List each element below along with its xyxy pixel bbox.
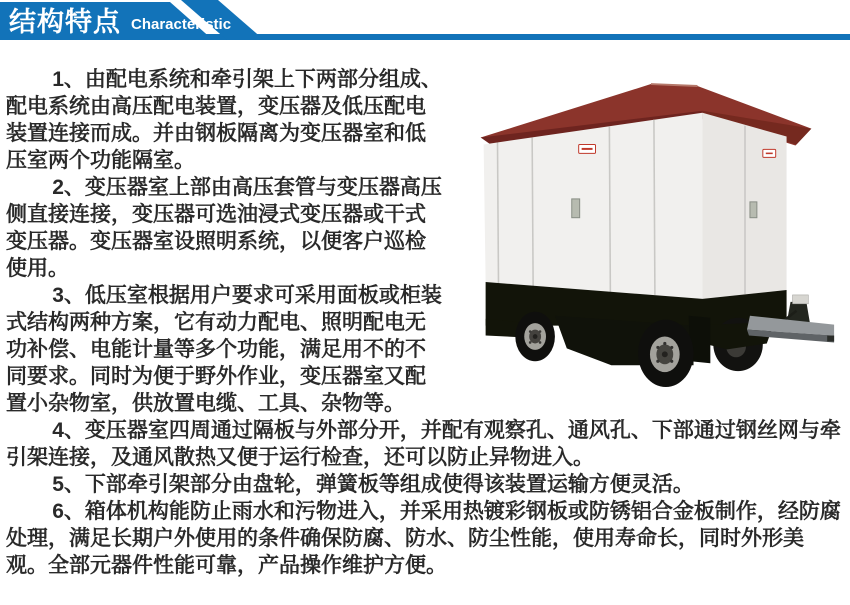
feature-paragraph-4: 4、变压器室四周通过隔板与外部分开，并配有观察孔、通风孔、下部通过钢丝网与牵引架连接，及通风散热又便于运行检查，还可以防止异物进入。 bbox=[6, 419, 841, 469]
feature-paragraph-5: 5、下部牵引架部分由盘轮，弹簧板等组成使得该装置运输方便灵活。 bbox=[52, 473, 694, 496]
hitch-coupler bbox=[827, 336, 834, 342]
center-wheel bbox=[638, 320, 693, 387]
left-wheel bbox=[515, 312, 555, 362]
door-handle bbox=[572, 199, 580, 218]
feature-description bbox=[0, 42, 850, 579]
product-photo bbox=[448, 66, 844, 411]
feature-paragraph-1: 1、由配电系统和牵引架上下两部分组成、配电系统由高压配电装置，变压器及低压配电装置连接而成。并由钢板隔离为变压器室和低压室两个功能隔室。 bbox=[6, 68, 442, 172]
hitch-jack-cap bbox=[793, 295, 809, 304]
cabinet-front-face bbox=[484, 113, 703, 299]
page-subtitle: Characteristic bbox=[131, 16, 232, 33]
feature-paragraph-3: 3、低压室根据用户要求可采用面板或柜装式结构两种方案，它有动力配电、照明配电无功补偿、电能计量等多个功能，满足用不的不同要求。同时为便于野外作业，变压器室又配置小杂物室，供放置电缆、工具、杂物等。 bbox=[6, 284, 442, 415]
section-banner bbox=[0, 0, 850, 42]
page-title: 结构特点 bbox=[9, 7, 121, 37]
transformer-trailer-illustration bbox=[448, 66, 844, 411]
door-handle bbox=[750, 202, 757, 218]
feature-paragraph-2: 2、变压器室上部由高压套管与变压器高压侧直接连接，变压器可选油浸式变压器或干式变压器。变压器室设照明系统，以便客户巡检使用。 bbox=[6, 176, 442, 280]
feature-paragraph-6: 6、箱体机构能防止雨水和污物进入，并采用热镀彩钢板或防锈铝合金板制作，经防腐处理，满足长期户外使用的条件确保防腐、防水、防尘性能，使用寿命长，同时外形美观。全部元器件性能可靠，产品操作维护方便。 bbox=[6, 500, 841, 577]
